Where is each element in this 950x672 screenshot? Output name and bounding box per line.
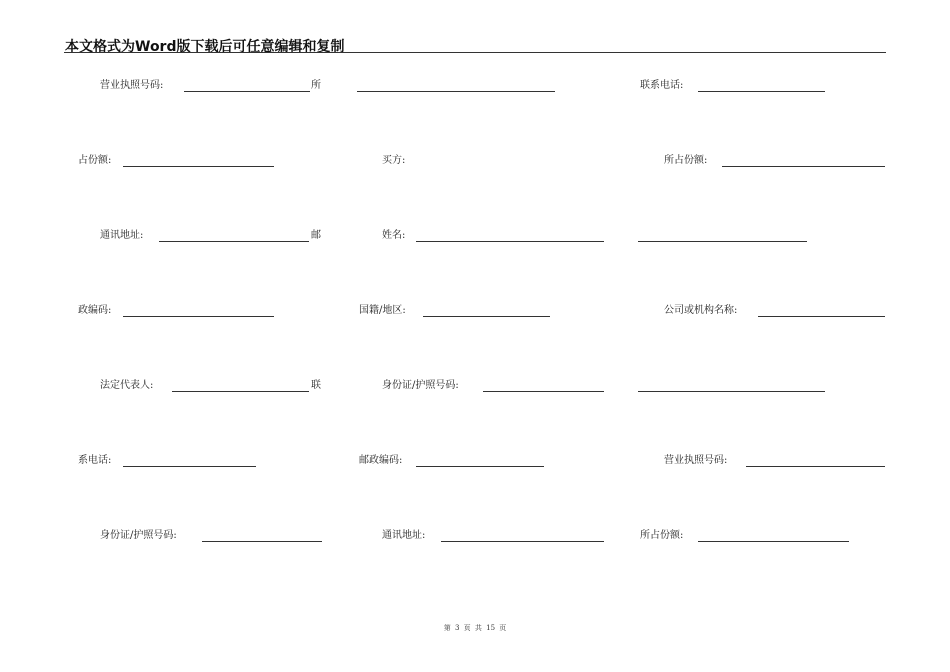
- current-page-number: 3: [454, 624, 460, 632]
- postal-code-label: 政编码:: [78, 305, 112, 316]
- wrapped-label-fragment: 所: [311, 80, 321, 91]
- id-passport-label: 身份证/护照号码:: [100, 530, 177, 541]
- total-page-count: 15: [486, 624, 496, 632]
- share-held-label: 所占份额:: [664, 155, 708, 166]
- blank-input-line[interactable]: [357, 91, 555, 92]
- legal-representative-input-line[interactable]: [172, 391, 309, 392]
- share-label: 占份额:: [78, 155, 112, 166]
- share-held-input-line[interactable]: [698, 541, 849, 542]
- document-header-title: 本文格式为Word版下载后可任意编辑和复制: [65, 39, 345, 55]
- business-license-input-line[interactable]: [746, 466, 885, 467]
- phone-input-line[interactable]: [123, 466, 256, 467]
- business-license-input-line[interactable]: [184, 91, 310, 92]
- address-input-line[interactable]: [441, 541, 604, 542]
- id-passport-input-line[interactable]: [202, 541, 322, 542]
- id-passport-label: 身份证/护照号码:: [382, 380, 459, 391]
- header-divider: [64, 52, 886, 53]
- id-passport-input-line[interactable]: [483, 391, 604, 392]
- company-name-label: 公司或机构名称:: [664, 305, 738, 316]
- company-name-input-line[interactable]: [758, 316, 885, 317]
- contact-phone-label: 联系电话:: [640, 80, 684, 91]
- contact-phone-input-line[interactable]: [698, 91, 825, 92]
- legal-representative-label: 法定代表人:: [100, 380, 154, 391]
- blank-input-line[interactable]: [638, 391, 825, 392]
- postal-code-input-line[interactable]: [123, 316, 274, 317]
- business-license-label: 营业执照号码:: [100, 80, 164, 91]
- share-held-label: 所占份额:: [640, 530, 684, 541]
- address-label: 通讯地址:: [382, 530, 426, 541]
- nationality-label: 国籍/地区:: [359, 305, 406, 316]
- address-input-line[interactable]: [159, 241, 309, 242]
- wrapped-label-fragment: 联: [311, 380, 321, 391]
- phone-label: 系电话:: [78, 455, 112, 466]
- footer-total-prefix: 共: [474, 624, 482, 632]
- footer-prefix: 第: [443, 624, 451, 632]
- address-label: 通讯地址:: [100, 230, 144, 241]
- footer-total-unit: 页: [499, 624, 507, 632]
- share-held-input-line[interactable]: [722, 166, 885, 167]
- blank-input-line[interactable]: [638, 241, 807, 242]
- nationality-input-line[interactable]: [423, 316, 550, 317]
- postal-code-label: 邮政编码:: [359, 455, 403, 466]
- share-input-line[interactable]: [123, 166, 274, 167]
- buyer-label: 买方:: [382, 155, 406, 166]
- wrapped-label-fragment: 邮: [311, 230, 321, 241]
- name-input-line[interactable]: [416, 241, 604, 242]
- business-license-label: 营业执照号码:: [664, 455, 728, 466]
- postal-code-input-line[interactable]: [416, 466, 544, 467]
- footer-page-unit: 页: [463, 624, 471, 632]
- page-number-footer: [0, 623, 950, 633]
- name-label: 姓名:: [382, 230, 406, 241]
